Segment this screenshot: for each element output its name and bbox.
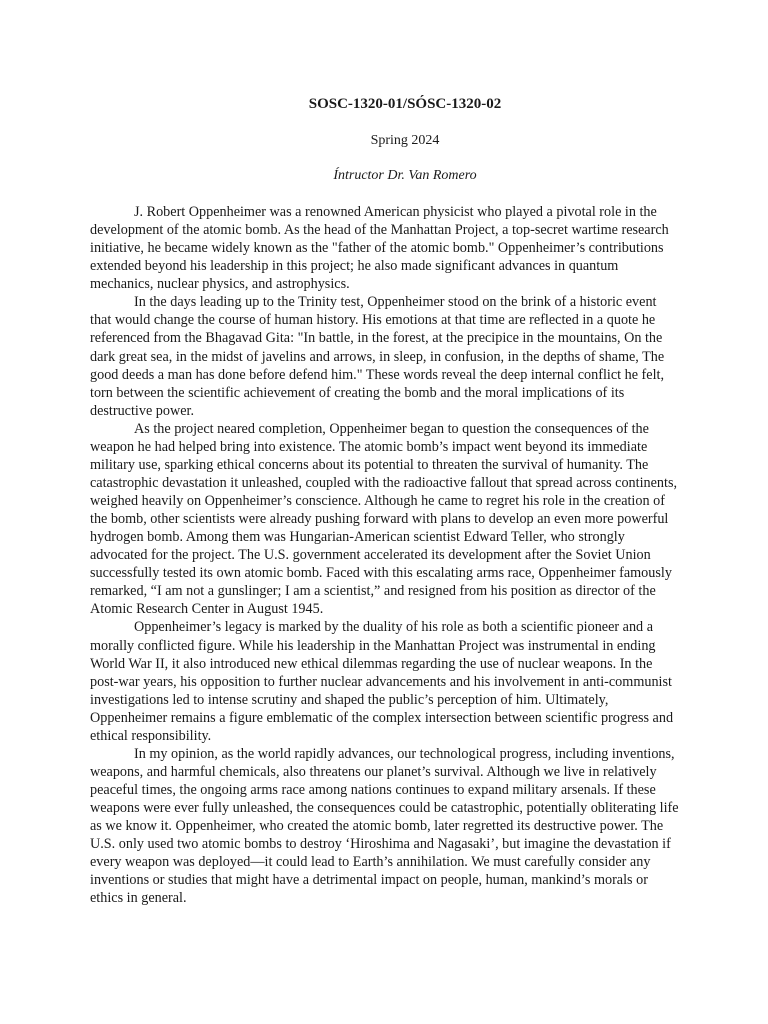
instructor-label: Íntructor Dr. Van Romero <box>333 168 477 183</box>
essay-paragraph: In my opinion, as the world rapidly advances, our technological progress, including inventions, weapons, and harmful chemicals, also threatens our planet’s survival. Although we live in relatively peaceful times, the ongoing arms race among nations continues to expand military arsenals. If these weapons were ever fully unleashed, the consequences could be catastrophic, potentially obliterating life as we know it. Oppenheimer, who created the atomic bomb, later regretted its destructive power. The U.S. only used two atomic bombs to destroy ‘Hiroshima and Nagasaki’, but imagine the devastation if every weapon was deployed—it could lead to Earth’s annihilation. We must carefully consider any inventions or studies that might have a detrimental impact on people, human, mankind’s morals or ethics in general. <box>90 745 679 907</box>
essay-paragraph: J. Robert Oppenheimer was a renowned American physicist who played a pivotal role in the development of the atomic bomb. As the head of the Manhattan Project, a top-secret wartime research initiative, he became widely known as the "father of the atomic bomb." Oppenheimer’s contributions extended beyond his leadership in this project; he also made significant advances in quantum mechanics, nuclear physics, and astrophysics. <box>90 204 669 293</box>
essay-paragraph: As the project neared completion, Oppenheimer began to question the consequences of the weapon he had helped bring into existence. The atomic bomb’s impact went beyond its immediate military use, sparking ethical concerns about its potential to threaten the survival of humanity. The catastrophic devastation it unleashed, coupled with the radioactive fallout that spread across continents, weighed heavily on Oppenheimer’s conscience. Although he came to regret his role in the creation of the bomb, other scientists were already pushing forward with plans to develop an even more powerful hydrogen bomb. Among them was Hungarian-American scientist Edward Teller, who strongly advocated for the project. The U.S. government accelerated its development after the Soviet Union successfully tested its own atomic bomb. Faced with this escalating arms race, Oppenheimer famously remarked, “I am not a gunslinger; I am a scientist,” and resigned from his position as director of the Atomic Research Center in August 1945. <box>90 420 678 618</box>
essay-paragraph: In the days leading up to the Trinity test, Oppenheimer stood on the brink of a historic event that would change the course of human history. His emotions at that time are reflected in a quote he referenced from the Bhagavad Gita: "In battle, in the forest, at the precipice in the mountains, On the dark great sea, in the midst of javelins and arrows, in sleep, in confusion, in the depths of shame, The good deeds a man has done before defend him." These words reveal the deep internal conflict he felt, torn between the scientific achievement of creating the bomb and the moral implications of its destructive power. <box>90 294 665 419</box>
course-code-title: SOSC-1320-01/SÓSC-1320-02 <box>308 96 502 112</box>
essay-body <box>90 203 680 907</box>
essay-paragraph: Oppenheimer’s legacy is marked by the duality of his role as both a scientific pioneer and a morally conflicted figure. While his leadership in the Manhattan Project was instrumental in ending World War II, it also introduced new ethical dilemmas regarding the use of nuclear weapons. In the post-war years, his opposition to further nuclear advancements and his involvement in anti-communist investigations led to intense scrutiny and shaped the public’s perception of him. Ultimately, Oppenheimer remains a figure emblematic of the complex intersection between scientific progress and ethical responsibility. <box>90 619 674 744</box>
term-label: Spring 2024 <box>370 133 440 148</box>
